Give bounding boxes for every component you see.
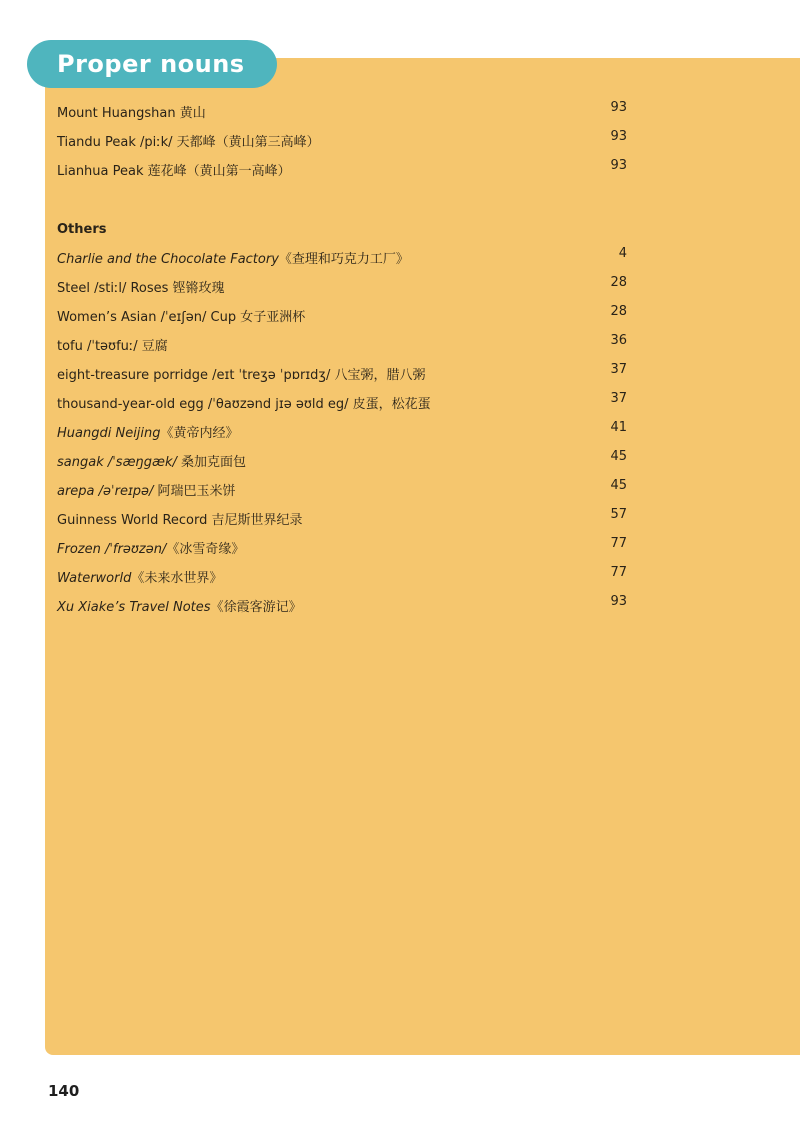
entry-english: Frozen /ˈfrəʊzən/	[57, 542, 167, 557]
entry-chinese: 豆腐	[141, 339, 168, 354]
entry-row	[57, 508, 627, 534]
entry-chinese: 《黄帝内经》	[160, 426, 239, 441]
entry-chinese: 铿锵玫瑰	[172, 281, 225, 296]
entry-row	[57, 363, 627, 389]
entry-english: eight-treasure porridge /eɪt ˈtreʒə ˈpɒrɪdʒ/	[57, 368, 335, 383]
entry-chinese: 黄山	[179, 106, 206, 121]
entry-chinese: 吉尼斯世界纪录	[211, 513, 303, 528]
entry-chinese: 女子亚洲杯	[240, 310, 306, 325]
entry-page: 93	[610, 594, 627, 609]
entry-english: tofu /ˈtəʊfuː/	[57, 339, 142, 354]
entry-chinese: 《徐霞客游记》	[210, 600, 302, 615]
entry-page: 57	[610, 507, 627, 522]
entry-chinese: 天都峰（黄山第三高峰）	[176, 135, 320, 150]
entry-english: sangak /ˈsæŋgæk/	[57, 455, 181, 470]
entry-english: Tiandu Peak /piːk/	[57, 135, 177, 150]
entry-chinese: 《查理和巧克力工厂》	[278, 252, 409, 267]
section-title-others: Others	[57, 222, 107, 237]
entry-english: arepa /əˈreɪpə/	[57, 484, 158, 499]
entry-english: Steel /stiːl/ Roses	[57, 281, 173, 296]
entry-page: 37	[610, 391, 627, 406]
entry-page: 36	[610, 333, 627, 348]
entry-chinese: 桑加克面包	[181, 455, 247, 470]
entry-english: Charlie and the Chocolate Factory	[57, 252, 279, 267]
entry-page: 45	[610, 449, 627, 464]
entry-chinese: 莲花峰（黄山第一高峰）	[147, 164, 291, 179]
entry-page: 41	[610, 420, 627, 435]
entry-row	[57, 130, 627, 156]
entry-english: Lianhua Peak	[57, 164, 148, 179]
entry-english: Mount Huangshan	[57, 106, 180, 121]
entry-row	[57, 276, 627, 302]
entry-row	[57, 479, 627, 505]
entry-page: 28	[610, 304, 627, 319]
entry-chinese: 皮蛋，松花蛋	[352, 397, 431, 412]
entry-english: Guinness World Record	[57, 513, 212, 528]
entry-page: 93	[610, 129, 627, 144]
entry-chinese: 八宝粥，腊八粥	[334, 368, 426, 383]
entry-row	[57, 421, 627, 447]
entry-row	[57, 159, 627, 185]
entry-english: Waterworld	[57, 571, 132, 586]
entry-row	[57, 305, 627, 331]
entry-row	[57, 595, 627, 621]
entry-chinese: 《冰雪奇缘》	[166, 542, 245, 557]
entry-row	[57, 334, 627, 360]
entry-page: 45	[610, 478, 627, 493]
entry-page: 77	[610, 536, 627, 551]
entry-row	[57, 101, 627, 127]
entry-row	[57, 247, 627, 273]
entry-row	[57, 566, 627, 592]
entry-english: Xu Xiake’s Travel Notes	[57, 600, 211, 615]
entry-row	[57, 450, 627, 476]
page-number: 140	[48, 1082, 80, 1100]
entry-row	[57, 537, 627, 563]
entry-page: 93	[610, 158, 627, 173]
entry-page: 37	[610, 362, 627, 377]
entry-chinese: 阿瑞巴玉米饼	[157, 484, 236, 499]
entry-page: 4	[618, 246, 627, 261]
entry-row	[57, 392, 627, 418]
entry-page: 93	[610, 100, 627, 115]
section-header	[27, 40, 277, 88]
entry-english: Women’s Asian /ˈeɪʃən/ Cup	[57, 310, 241, 325]
entry-english: thousand-year-old egg /ˈθaʊzənd jɪə əʊld eg/	[57, 397, 353, 412]
entry-english: Huangdi Neijing	[57, 426, 161, 441]
entry-chinese: 《未来水世界》	[131, 571, 223, 586]
entry-page: 77	[610, 565, 627, 580]
entry-page: 28	[610, 275, 627, 290]
section-title-proper-nouns: Proper nouns	[57, 50, 245, 78]
